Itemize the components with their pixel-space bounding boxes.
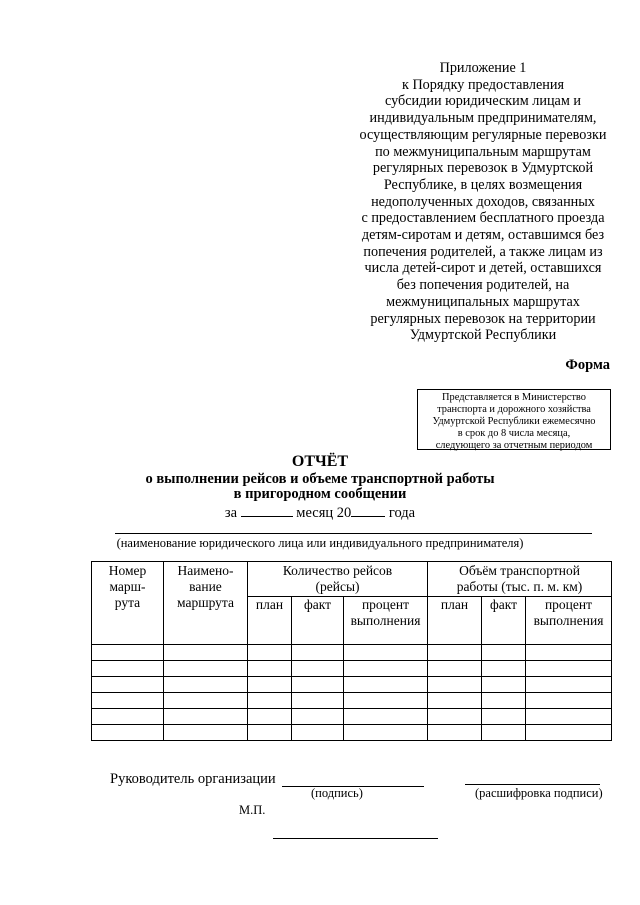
report-subtitle: о выполнении рейсов и объеме транспортной работы bbox=[145, 471, 495, 487]
table-cell[interactable] bbox=[292, 661, 344, 677]
annex-line: попечения родителей, а также лицам из bbox=[363, 243, 603, 260]
table-cell[interactable] bbox=[92, 645, 164, 661]
annex-line: регулярных перевозок на территории bbox=[370, 310, 596, 327]
report-subtitle-2: в пригородном сообщении bbox=[233, 486, 407, 502]
annex-line: регулярных перевозок в Удмуртской bbox=[372, 160, 594, 177]
table-cell[interactable] bbox=[344, 709, 428, 725]
header-trips-fact: факт bbox=[292, 597, 344, 645]
table-cell[interactable] bbox=[292, 725, 344, 741]
table-cell[interactable] bbox=[428, 677, 482, 693]
table-cell[interactable] bbox=[164, 677, 248, 693]
table-cell[interactable] bbox=[164, 709, 248, 725]
table-cell[interactable] bbox=[292, 709, 344, 725]
header-trips-percent: процент выполнения bbox=[344, 597, 428, 645]
table-row bbox=[92, 677, 612, 693]
signature-decode-blank-field[interactable] bbox=[465, 784, 600, 785]
annex-line: детям-сиротам и детям, оставшимся без bbox=[361, 227, 605, 244]
table-cell[interactable] bbox=[482, 709, 526, 725]
table-cell[interactable] bbox=[482, 677, 526, 693]
header-volume-percent: процент выполнения bbox=[526, 597, 612, 645]
table-cell[interactable] bbox=[292, 677, 344, 693]
annex-line: субсидии юридическим лицам и bbox=[385, 93, 581, 110]
table-cell[interactable] bbox=[248, 693, 292, 709]
table-cell[interactable] bbox=[482, 693, 526, 709]
header-transport-volume: Объём транспортной работы (тыс. п. м. км) bbox=[428, 562, 612, 597]
table-cell[interactable] bbox=[248, 725, 292, 741]
table-cell[interactable] bbox=[428, 645, 482, 661]
annex-line: недополученных доходов, связанных bbox=[371, 193, 595, 210]
month-blank-field[interactable] bbox=[241, 503, 293, 517]
annex-line: с предоставлением бесплатного проезда bbox=[361, 210, 605, 227]
report-title: ОТЧЁТ bbox=[291, 453, 349, 470]
table-cell[interactable] bbox=[344, 725, 428, 741]
table-cell[interactable] bbox=[482, 661, 526, 677]
table-row bbox=[92, 709, 612, 725]
org-name-caption: (наименование юридического лица или индивидуального предпринимателя) bbox=[116, 536, 524, 550]
table-cell[interactable] bbox=[526, 725, 612, 741]
table-cell[interactable] bbox=[248, 661, 292, 677]
table-cell[interactable] bbox=[164, 725, 248, 741]
annex-line: без попечения родителей, на bbox=[396, 277, 570, 294]
table-cell[interactable] bbox=[482, 645, 526, 661]
report-period bbox=[0, 503, 640, 522]
submission-note-box bbox=[417, 389, 611, 450]
note-line: транспорта и дорожного хозяйства bbox=[437, 404, 591, 416]
note-line: Удмуртской Республики ежемесячно bbox=[432, 416, 596, 428]
table-cell[interactable] bbox=[92, 725, 164, 741]
table-cell[interactable] bbox=[92, 693, 164, 709]
bottom-blank-line bbox=[273, 838, 438, 839]
note-line: следующего за отчетным периодом bbox=[435, 440, 593, 452]
annex-line: индивидуальным предпринимателям, bbox=[369, 110, 597, 127]
table-cell[interactable] bbox=[292, 693, 344, 709]
annex-line: по межмуниципальным маршрутам bbox=[375, 143, 591, 160]
table-cell[interactable] bbox=[248, 677, 292, 693]
header-route-number: Номер марш- рута bbox=[92, 562, 164, 645]
table-cell[interactable] bbox=[344, 645, 428, 661]
table-cell[interactable] bbox=[344, 677, 428, 693]
table-cell[interactable] bbox=[482, 725, 526, 741]
annex-line: к Порядку предоставления bbox=[402, 76, 564, 93]
table-cell[interactable] bbox=[526, 709, 612, 725]
table-cell[interactable] bbox=[344, 693, 428, 709]
table-row bbox=[92, 693, 612, 709]
annex-line: Удмуртской Республики bbox=[409, 327, 557, 344]
table-row bbox=[92, 645, 612, 661]
table-cell[interactable] bbox=[526, 677, 612, 693]
table-row bbox=[92, 725, 612, 741]
signature-caption: (подпись) bbox=[311, 786, 363, 800]
annex-line: осуществляющим регулярные перевозки bbox=[359, 126, 607, 143]
header-volume-fact: факт bbox=[482, 597, 526, 645]
table-cell[interactable] bbox=[164, 693, 248, 709]
head-of-organization-label: Руководитель организации bbox=[110, 771, 276, 787]
table-cell[interactable] bbox=[526, 693, 612, 709]
table-cell[interactable] bbox=[164, 661, 248, 677]
table-cell[interactable] bbox=[92, 709, 164, 725]
header-trips-plan: план bbox=[248, 597, 292, 645]
report-table bbox=[91, 561, 612, 741]
org-name-blank-field[interactable] bbox=[115, 533, 592, 534]
table-cell[interactable] bbox=[248, 645, 292, 661]
table-row bbox=[92, 661, 612, 677]
header-trip-count: Количество рейсов (рейсы) bbox=[248, 562, 428, 597]
table-cell[interactable] bbox=[92, 677, 164, 693]
note-line: в срок до 8 числа месяца, bbox=[457, 428, 571, 440]
table-cell[interactable] bbox=[526, 645, 612, 661]
table-cell[interactable] bbox=[164, 645, 248, 661]
table-cell[interactable] bbox=[292, 645, 344, 661]
table-cell[interactable] bbox=[428, 693, 482, 709]
table-cell[interactable] bbox=[428, 661, 482, 677]
header-volume-plan: план bbox=[428, 597, 482, 645]
header-route-name: Наимено- вание маршрута bbox=[164, 562, 248, 645]
form-label: Форма bbox=[565, 357, 610, 373]
annex-line: Приложение 1 bbox=[439, 60, 527, 76]
annex-line: межмуниципальных маршрутах bbox=[386, 293, 580, 310]
period-month-label: месяц 20 bbox=[296, 505, 352, 521]
year-blank-field[interactable] bbox=[351, 503, 385, 517]
table-cell[interactable] bbox=[92, 661, 164, 677]
table-cell[interactable] bbox=[428, 709, 482, 725]
period-prefix: за bbox=[224, 505, 238, 521]
stamp-place-label: М.П. bbox=[239, 803, 266, 817]
table-cell[interactable] bbox=[526, 661, 612, 677]
table-cell[interactable] bbox=[344, 661, 428, 677]
note-line: Представляется в Министерство bbox=[442, 392, 586, 403]
table-cell[interactable] bbox=[248, 709, 292, 725]
annex-line: Республике, в целях возмещения bbox=[383, 176, 583, 193]
table-cell[interactable] bbox=[428, 725, 482, 741]
period-suffix: года bbox=[388, 505, 416, 521]
annex-block bbox=[328, 60, 638, 344]
signature-decode-caption: (расшифровка подписи) bbox=[475, 786, 603, 800]
annex-line: числа детей-сирот и детей, оставшихся bbox=[364, 260, 602, 277]
